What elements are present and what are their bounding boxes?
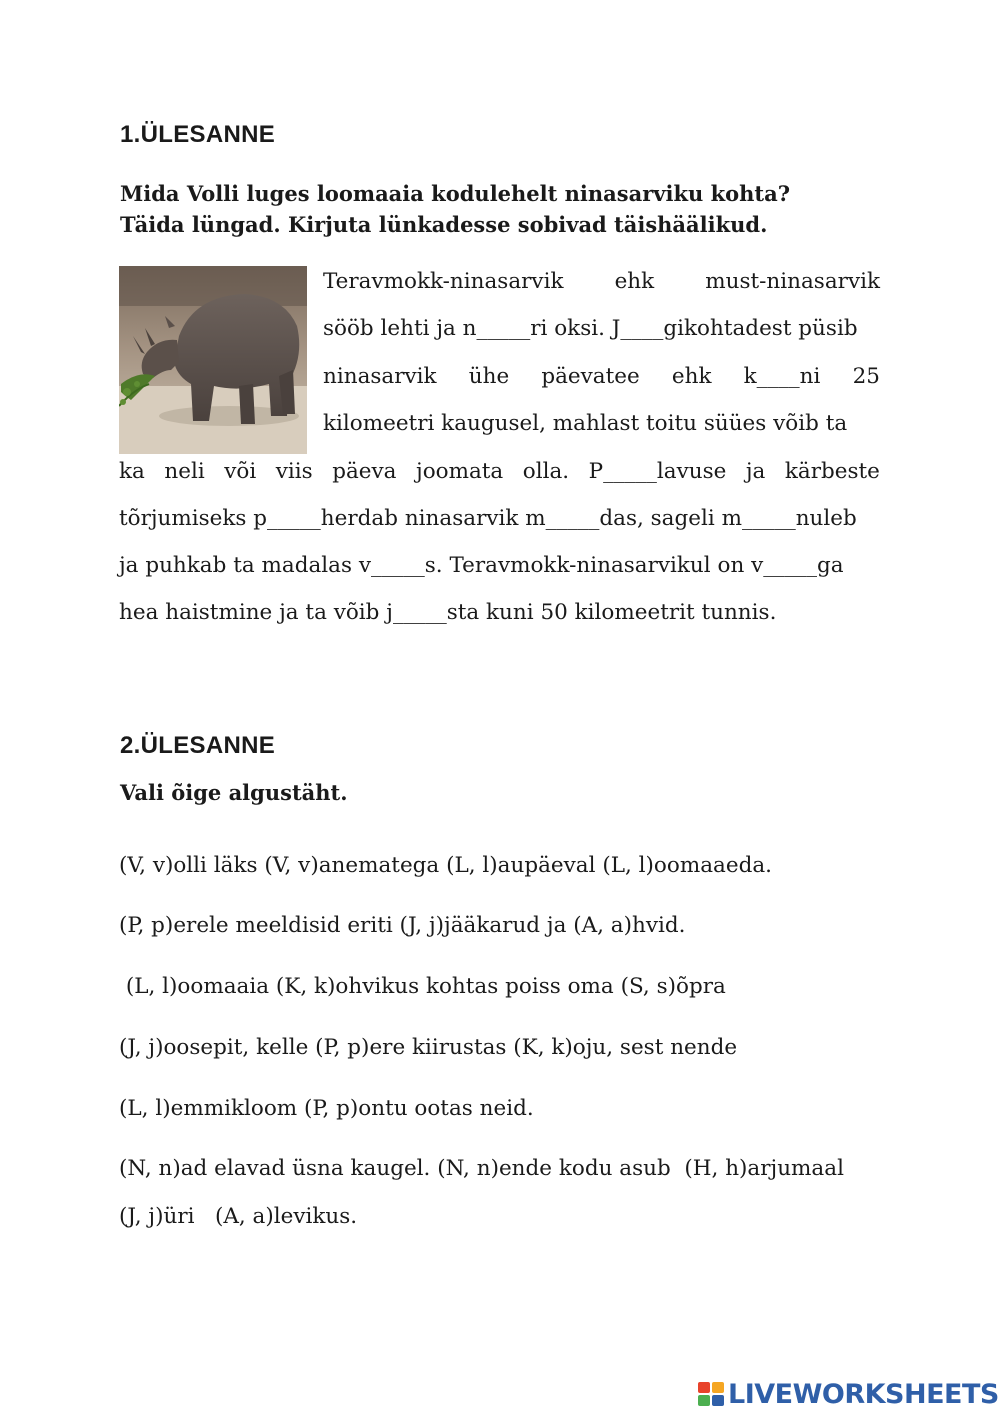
paragraph-line-2 (323, 315, 880, 343)
logo-text: LIVEWORKSHEETS (728, 1378, 999, 1410)
line-text: kilomeetri kaugusel, mahlast toitu süües võib ta (323, 411, 848, 436)
word: joomata (416, 459, 504, 484)
word: päevatee (541, 364, 640, 389)
choice-line-3[interactable]: (L, l)oomaaia (K, k)ohvikus kohtas poiss oma (S, s)õpra (119, 974, 726, 999)
word: must-ninasarvik (705, 269, 880, 294)
word[interactable]: k____ni (743, 364, 821, 389)
paragraph-line-3 (323, 363, 880, 391)
word: Teravmokk-ninasarvik (323, 269, 564, 294)
line-text[interactable]: ja puhkab ta madalas v_____s. Teravmokk-ninasarvikul on v_____ga (119, 553, 844, 578)
word: ninasarvik (323, 364, 437, 389)
task1-question-line1: Mida Volli luges loomaaia kodulehelt ninasarviku kohta? (120, 181, 791, 206)
word: neli (164, 459, 205, 484)
word: ja (745, 459, 766, 484)
choice-line-2[interactable]: (P, p)erele meeldisid eriti (J, j)jääkarud ja (A, a)hvid. (119, 913, 686, 938)
word: ehk (671, 364, 712, 389)
word: kärbeste (784, 459, 880, 484)
word: 25 (852, 364, 880, 389)
choice-line-4[interactable]: (J, j)oosepit, kelle (P, p)ere kiirustas (K, k)oju, sest nende (119, 1035, 738, 1060)
task2-heading: 2.ÜLESANNE (120, 732, 276, 759)
word: päeva (332, 459, 397, 484)
paragraph-line-8 (119, 599, 880, 627)
word: ehk (614, 269, 655, 294)
liveworksheets-logo[interactable] (698, 1378, 999, 1410)
line-text[interactable]: tõrjumiseks p_____herdab ninasarvik m_____das, sageli m_____nuleb (119, 506, 857, 531)
word: olla. (522, 459, 570, 484)
choice-line-7[interactable]: (J, j)üri (A, a)levikus. (119, 1204, 358, 1229)
line-text[interactable]: hea haistmine ja ta võib j_____sta kuni 50 kilomeetrit tunnis. (119, 600, 777, 625)
choice-line-5[interactable]: (L, l)emmikloom (P, p)ontu ootas neid. (119, 1096, 534, 1121)
paragraph-line-6 (119, 505, 880, 533)
line-text[interactable]: sööb lehti ja n_____ri oksi. J____gikohtadest püsib (323, 316, 858, 341)
paragraph-line-4 (323, 410, 880, 438)
word: ühe (468, 364, 510, 389)
paragraph-line-5 (119, 458, 880, 486)
logo-mark-icon (698, 1382, 724, 1406)
choice-line-6[interactable]: (N, n)ad elavad üsna kaugel. (N, n)ende kodu asub (H, h)arjumaal (119, 1156, 844, 1181)
word: viis (275, 459, 313, 484)
paragraph-line-1 (323, 268, 880, 296)
word[interactable]: P_____lavuse (588, 459, 727, 484)
task1-heading: 1.ÜLESANNE (120, 121, 276, 148)
choice-line-1[interactable]: (V, v)olli läks (V, v)anematega (L, l)aupäeval (L, l)oomaaeda. (119, 853, 772, 878)
task2-instruction: Vali õige algustäht. (120, 780, 348, 805)
rhinoceros-photo (119, 266, 307, 454)
word: või (224, 459, 257, 484)
word: ka (119, 459, 145, 484)
task1-question-line2: Täida lüngad. Kirjuta lünkadesse sobivad täishäälikud. (120, 212, 768, 237)
paragraph-line-7 (119, 552, 880, 580)
